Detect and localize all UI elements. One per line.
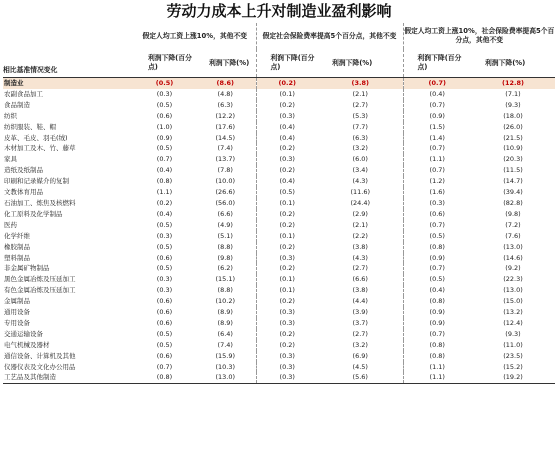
value-pp-cell: (0.4) <box>403 285 471 296</box>
table-row <box>3 231 555 242</box>
table-row <box>3 78 555 89</box>
value-pp-cell: (0.3) <box>256 372 318 383</box>
value-pct-cell: (2.2) <box>352 231 368 240</box>
industry-name: 有色金属冶炼及压延加工 <box>4 286 76 295</box>
table-row <box>3 198 555 209</box>
industry-name: 化工原料及化学制品 <box>4 209 63 218</box>
industry-name: 木材加工及木、竹、藤草 <box>4 144 76 153</box>
table-row <box>3 100 555 111</box>
value-pct-cell: (26.6) <box>215 188 236 197</box>
value-pp-cell: (0.1) <box>256 89 318 100</box>
value-pct-cell: (15.2) <box>503 362 523 371</box>
table-row <box>3 340 555 351</box>
value-pp-cell: (0.7) <box>156 362 173 371</box>
value-pct-cell: (14.5) <box>215 133 236 142</box>
industry-name: 家具 <box>4 155 17 164</box>
value-pp-cell: (0.3) <box>156 286 173 295</box>
value-pct-cell: (20.3) <box>503 155 523 164</box>
industry-name: 橡胶制品 <box>4 242 30 251</box>
value-pp-cell: (0.1) <box>256 198 318 209</box>
value-pct-cell: (13.7) <box>215 155 236 164</box>
value-pp-cell: (0.9) <box>156 133 173 142</box>
corner-cell <box>3 23 134 49</box>
value-pct-cell: (11.6) <box>350 188 371 197</box>
value-pct-cell: (18.0) <box>503 111 523 120</box>
value-pp-cell: (0.5) <box>156 144 173 153</box>
value-pp-cell: (0.8) <box>403 242 471 253</box>
value-pp-cell: (0.8) <box>134 372 195 383</box>
value-pp-cell: (0.3) <box>256 351 318 362</box>
value-pp-cell: (0.3) <box>256 111 318 122</box>
value-pct-cell: (2.7) <box>352 264 368 273</box>
industry-name: 印刷和记录媒介的复制 <box>4 177 69 186</box>
industry-name: 食品制造 <box>4 100 30 109</box>
table-row <box>3 318 555 329</box>
value-pct-cell: (4.4) <box>352 297 368 306</box>
value-pp-cell: (0.7) <box>403 220 471 231</box>
table-row <box>3 165 555 176</box>
value-pct-cell: (6.3) <box>217 100 233 109</box>
value-pct-cell: (13.2) <box>503 308 523 317</box>
value-pp-cell: (0.2) <box>256 340 318 351</box>
value-pp-cell: (0.4) <box>156 166 173 175</box>
value-pct-cell: (6.4) <box>217 329 233 338</box>
industry-name: 塑料制品 <box>4 253 30 262</box>
table-row <box>3 329 555 340</box>
value-pct-cell: (6.6) <box>352 275 368 284</box>
value-pp-cell: (1.4) <box>403 133 471 144</box>
value-pp-cell: (0.3) <box>156 275 173 284</box>
value-pct-cell: (9.2) <box>505 264 521 273</box>
table-row <box>3 122 555 133</box>
value-pp-cell: (0.4) <box>156 209 173 218</box>
industry-name: 黑色金属冶炼及压延加工 <box>4 275 76 284</box>
value-pct-cell: (9.8) <box>505 209 521 218</box>
industry-name: 工艺品及其他制造 <box>3 372 134 383</box>
table-row <box>3 111 555 122</box>
table-row <box>3 296 555 307</box>
value-pp-cell: (0.2) <box>256 296 318 307</box>
value-pct-cell: (7.6) <box>505 231 521 240</box>
value-pp-cell: (0.7) <box>156 155 173 164</box>
value-pp-cell: (0.2) <box>256 143 318 154</box>
value-pp-cell: (0.3) <box>156 231 173 240</box>
value-pct-cell: (23.5) <box>503 351 523 360</box>
value-pct-cell: (5.3) <box>352 111 368 120</box>
value-pp-cell: (0.8) <box>403 351 471 362</box>
value-pp-cell: (0.5) <box>156 340 173 349</box>
value-pp-cell: (0.8) <box>403 296 471 307</box>
value-pp-cell: (1.6) <box>403 187 471 198</box>
value-pp-cell: (0.7) <box>403 329 471 340</box>
table-row <box>3 263 555 274</box>
value-pct-cell: (8.6) <box>195 78 256 89</box>
value-pct-cell: (6.0) <box>352 155 368 164</box>
value-pct-cell: (9.3) <box>505 329 521 338</box>
value-pct-cell: (3.2) <box>352 340 368 349</box>
value-pct-cell: (7.4) <box>217 144 233 153</box>
value-pct-cell: (2.1) <box>352 220 368 229</box>
table-row <box>3 242 555 253</box>
row-label-header: 相比基准情况变化 <box>3 66 58 74</box>
table-body <box>3 78 555 384</box>
value-pp-cell: (0.6) <box>156 308 173 317</box>
table-row <box>3 307 555 318</box>
value-pct-cell: (4.3) <box>352 177 368 186</box>
industry-name: 医药 <box>4 220 17 229</box>
value-pct-cell: (13.0) <box>195 372 256 383</box>
industry-name: 纺织 <box>4 111 17 120</box>
value-pct-cell: (3.8) <box>318 78 403 89</box>
value-pct-cell: (2.7) <box>352 329 368 338</box>
value-pct-cell: (22.3) <box>503 275 523 284</box>
value-pct-cell: (13.0) <box>503 242 523 251</box>
value-pp-cell: (1.5) <box>403 122 471 133</box>
value-pct-cell: (12.8) <box>471 78 555 89</box>
industry-name: 皮革、毛皮、羽毛(绒) <box>4 133 68 142</box>
value-pp-cell: (0.3) <box>256 253 318 264</box>
value-pct-cell: (3.8) <box>352 242 368 251</box>
value-pct-cell: (4.8) <box>217 89 233 98</box>
value-pp-cell: (0.3) <box>403 198 471 209</box>
value-pct-cell: (15.0) <box>503 297 523 306</box>
value-pct-cell: (11.0) <box>503 340 523 349</box>
value-pct-cell: (3.4) <box>352 166 368 175</box>
value-pct-cell: (15.9) <box>215 351 236 360</box>
value-pp-cell: (0.3) <box>256 154 318 165</box>
value-pp-cell: (0.9) <box>403 318 471 329</box>
sub-header-pct: 利润下降(%) <box>209 58 250 67</box>
value-pp-cell: (0.6) <box>156 297 173 306</box>
value-pct-cell: (12.2) <box>215 111 236 120</box>
value-pp-cell: (1.1) <box>403 154 471 165</box>
value-pp-cell: (0.6) <box>156 318 173 327</box>
table-row <box>3 176 555 187</box>
value-pct-cell: (9.8) <box>217 253 233 262</box>
value-pp-cell: (0.7) <box>403 78 471 89</box>
table-row <box>3 143 555 154</box>
value-pp-cell: (0.2) <box>256 209 318 220</box>
value-pp-cell: (0.2) <box>256 165 318 176</box>
industry-name: 电气机械及器材 <box>4 340 50 349</box>
value-pct-cell: (10.9) <box>503 144 523 153</box>
value-pct-cell: (2.1) <box>352 89 368 98</box>
value-pct-cell: (7.1) <box>505 89 521 98</box>
value-pp-cell: (0.5) <box>134 78 195 89</box>
table-row <box>3 187 555 198</box>
value-pct-cell: (6.3) <box>352 133 368 142</box>
value-pct-cell: (10.2) <box>215 297 236 306</box>
scenario-header-row <box>3 23 555 49</box>
industry-name: 通用设备 <box>4 308 30 317</box>
table-row <box>3 372 555 383</box>
industry-name: 非金属矿物制品 <box>4 264 50 273</box>
value-pct-cell: (21.5) <box>503 133 523 142</box>
value-pct-cell: (2.9) <box>352 209 368 218</box>
value-pp-cell: (0.3) <box>256 318 318 329</box>
value-pp-cell: (0.5) <box>156 242 173 251</box>
value-pct-cell: (7.4) <box>217 340 233 349</box>
value-pct-cell: (24.4) <box>350 198 371 207</box>
value-pct-cell: (8.9) <box>217 308 233 317</box>
table-row <box>3 285 555 296</box>
table-row <box>3 209 555 220</box>
value-pct-cell: (7.8) <box>217 166 233 175</box>
table-row <box>3 253 555 264</box>
value-pct-cell: (3.8) <box>352 286 368 295</box>
sub-header-pp: 利润下降(百分点) <box>403 49 471 78</box>
value-pct-cell: (5.1) <box>217 231 233 240</box>
value-pp-cell: (0.6) <box>156 351 173 360</box>
value-pct-cell: (6.9) <box>352 351 368 360</box>
page-title: 劳动力成本上升对制造业盈利影响 <box>166 2 392 20</box>
value-pct-cell: (4.3) <box>352 253 368 262</box>
value-pct-cell: (10.3) <box>215 362 236 371</box>
value-pct-cell: (3.7) <box>352 318 368 327</box>
value-pp-cell: (0.2) <box>256 329 318 340</box>
labor-cost-impact-table <box>3 23 555 384</box>
value-pp-cell: (0.5) <box>156 329 173 338</box>
value-pp-cell: (0.8) <box>156 177 173 186</box>
value-pp-cell: (0.6) <box>156 111 173 120</box>
value-pp-cell: (0.3) <box>156 89 173 98</box>
value-pp-cell: (0.3) <box>256 362 318 373</box>
sub-header-pct: 利润下降(%) <box>332 58 373 67</box>
value-pp-cell: (0.1) <box>256 274 318 285</box>
value-pp-cell: (0.7) <box>403 143 471 154</box>
scenario-header-wage: 假定人均工资上涨10%，其他不变 <box>142 31 248 40</box>
scenario-header-social-insurance: 假定社会保险费率提高5个百分点，其他不变 <box>256 23 403 49</box>
value-pct-cell: (17.6) <box>215 122 236 131</box>
value-pct-cell: (14.6) <box>503 253 523 262</box>
value-pct-cell: (15.1) <box>215 275 236 284</box>
industry-name: 农副食品加工 <box>4 89 43 98</box>
value-pp-cell: (0.1) <box>256 231 318 242</box>
sub-header-row <box>3 49 555 78</box>
table-row <box>3 351 555 362</box>
value-pp-cell: (0.4) <box>256 133 318 144</box>
value-pct-cell: (9.3) <box>505 100 521 109</box>
value-pct-cell: (8.8) <box>217 286 233 295</box>
value-pp-cell: (0.2) <box>256 220 318 231</box>
value-pp-cell: (0.2) <box>256 78 318 89</box>
value-pct-cell: (5.6) <box>318 372 403 383</box>
value-pp-cell: (1.1) <box>403 362 471 373</box>
value-pp-cell: (1.2) <box>403 176 471 187</box>
value-pct-cell: (8.8) <box>217 242 233 251</box>
value-pp-cell: (0.5) <box>156 264 173 273</box>
sub-header-pp: 利润下降(百分点) <box>256 49 318 78</box>
value-pct-cell: (8.9) <box>217 318 233 327</box>
value-pp-cell: (0.6) <box>403 209 471 220</box>
value-pct-cell: (2.7) <box>352 100 368 109</box>
value-pp-cell: (0.5) <box>256 187 318 198</box>
value-pp-cell: (0.4) <box>256 176 318 187</box>
industry-name: 专用设备 <box>4 318 30 327</box>
value-pct-cell: (3.2) <box>352 144 368 153</box>
industry-name: 化学纤维 <box>4 231 30 240</box>
value-pp-cell: (0.5) <box>403 231 471 242</box>
value-pct-cell: (4.5) <box>352 362 368 371</box>
industry-name: 造纸及纸制品 <box>4 166 43 175</box>
industry-name: 金属制品 <box>4 297 30 306</box>
industry-name: 制造业 <box>3 78 134 89</box>
table-row <box>3 133 555 144</box>
value-pp-cell: (0.2) <box>256 242 318 253</box>
table-row <box>3 220 555 231</box>
value-pp-cell: (0.9) <box>403 253 471 264</box>
value-pct-cell: (26.0) <box>503 122 523 131</box>
value-pp-cell: (1.1) <box>403 372 471 383</box>
value-pct-cell: (6.6) <box>217 209 233 218</box>
value-pct-cell: (7.7) <box>352 122 368 131</box>
value-pct-cell: (56.0) <box>215 198 236 207</box>
value-pct-cell: (4.9) <box>217 220 233 229</box>
table-row <box>3 274 555 285</box>
sub-header-pct: 利润下降(%) <box>485 58 526 67</box>
value-pct-cell: (6.2) <box>217 264 233 273</box>
value-pct-cell: (7.2) <box>505 220 521 229</box>
value-pp-cell: (0.7) <box>403 100 471 111</box>
value-pp-cell: (0.8) <box>403 340 471 351</box>
industry-name: 石油加工、炼焦及核燃料 <box>4 198 76 207</box>
value-pp-cell: (0.5) <box>403 274 471 285</box>
value-pp-cell: (0.4) <box>403 89 471 100</box>
value-pct-cell: (19.2) <box>471 372 555 383</box>
value-pp-cell: (0.3) <box>256 307 318 318</box>
value-pp-cell: (0.9) <box>403 111 471 122</box>
industry-name: 仪器仪表及文化办公用品 <box>4 362 76 371</box>
sub-header-pp: 利润下降(百分点) <box>148 54 192 71</box>
value-pp-cell: (1.1) <box>156 188 173 197</box>
value-pp-cell: (0.2) <box>256 263 318 274</box>
value-pp-cell: (0.1) <box>256 285 318 296</box>
value-pct-cell: (11.5) <box>503 166 523 175</box>
value-pp-cell: (0.7) <box>403 165 471 176</box>
value-pp-cell: (0.2) <box>256 100 318 111</box>
value-pct-cell: (10.0) <box>215 177 236 186</box>
industry-name: 交通运输设备 <box>4 329 43 338</box>
value-pct-cell: (13.0) <box>503 286 523 295</box>
table-row <box>3 89 555 100</box>
value-pp-cell: (1.0) <box>156 122 173 131</box>
industry-name: 通信设备、计算机及其他 <box>4 351 76 360</box>
value-pct-cell: (3.9) <box>352 308 368 317</box>
industry-name: 文教体育用品 <box>4 188 43 197</box>
value-pct-cell: (82.8) <box>503 198 523 207</box>
value-pp-cell: (0.6) <box>156 253 173 262</box>
value-pp-cell: (0.5) <box>156 220 173 229</box>
value-pp-cell: (0.2) <box>156 198 173 207</box>
industry-name: 纺织服装、鞋、帽 <box>4 122 56 131</box>
value-pct-cell: (14.7) <box>503 177 523 186</box>
scenario-header-combined: 假定人均工资上涨10%，社会保险费率提高5个百分点，其他不变 <box>403 23 555 49</box>
value-pct-cell: (12.4) <box>503 318 523 327</box>
value-pp-cell: (0.7) <box>403 263 471 274</box>
value-pp-cell: (0.4) <box>256 122 318 133</box>
table-row <box>3 362 555 373</box>
value-pct-cell: (39.4) <box>503 188 523 197</box>
value-pp-cell: (0.9) <box>403 307 471 318</box>
table-row <box>3 154 555 165</box>
value-pp-cell: (0.5) <box>156 100 173 109</box>
